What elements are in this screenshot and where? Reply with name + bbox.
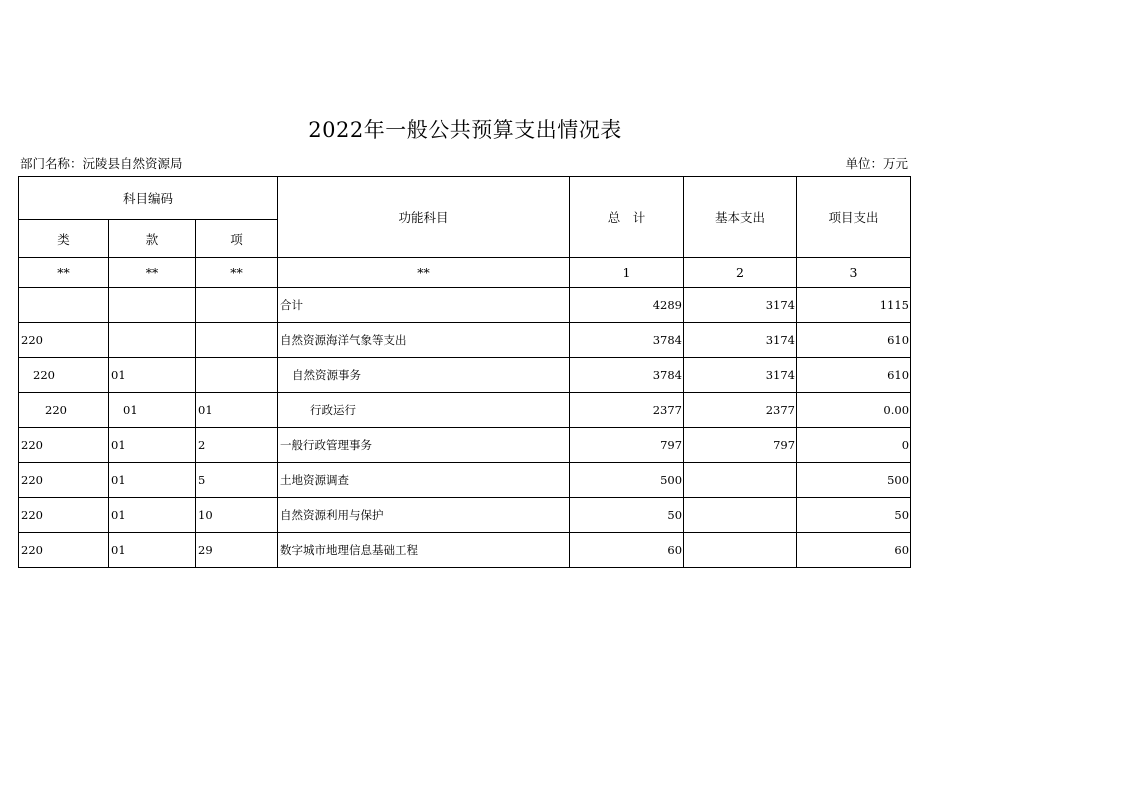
page-title: 2022年一般公共预算支出情况表: [308, 118, 622, 142]
cell-lei: 220: [19, 358, 109, 393]
cell-xiang: [196, 358, 278, 393]
cell-function: 行政运行: [278, 393, 570, 428]
index-function: **: [278, 258, 570, 288]
cell-kuan: 01: [109, 393, 196, 428]
cell-lei: 220: [19, 323, 109, 358]
cell-project: 60: [797, 533, 911, 568]
cell-function: 自然资源海洋气象等支出: [278, 323, 570, 358]
budget-table: [18, 176, 911, 568]
cell-basic: [684, 463, 797, 498]
cell-project: 610: [797, 323, 911, 358]
cell-lei: 220: [19, 428, 109, 463]
table-row: [19, 393, 911, 428]
cell-total: 4289: [570, 288, 684, 323]
cell-project: 610: [797, 358, 911, 393]
cell-xiang: 2: [196, 428, 278, 463]
cell-total: 3784: [570, 358, 684, 393]
table-row: [19, 323, 911, 358]
cell-basic: 3174: [684, 358, 797, 393]
table-row: [19, 498, 911, 533]
cell-project: 0.00: [797, 393, 911, 428]
index-project: 3: [797, 258, 911, 288]
table-row: [19, 288, 911, 323]
cell-total: 797: [570, 428, 684, 463]
cell-project: 50: [797, 498, 911, 533]
cell-xiang: [196, 288, 278, 323]
index-basic: 2: [684, 258, 797, 288]
cell-total: 500: [570, 463, 684, 498]
table-row: [19, 358, 911, 393]
cell-function: 数字城市地理信息基础工程: [278, 533, 570, 568]
header-kuan: 款: [109, 220, 196, 258]
cell-lei: 220: [19, 498, 109, 533]
header-total: 总 计: [570, 177, 684, 258]
cell-lei: 220: [19, 533, 109, 568]
cell-kuan: 01: [109, 428, 196, 463]
header-xiang: 项: [196, 220, 278, 258]
table-row: [19, 428, 911, 463]
cell-xiang: 01: [196, 393, 278, 428]
cell-kuan: 01: [109, 533, 196, 568]
cell-project: 0: [797, 428, 911, 463]
department-label: 部门名称：沅陵县自然资源局: [20, 156, 183, 171]
index-xiang: **: [196, 258, 278, 288]
table-row: [19, 463, 911, 498]
index-lei: **: [19, 258, 109, 288]
cell-function: 自然资源利用与保护: [278, 498, 570, 533]
cell-kuan: 01: [109, 463, 196, 498]
index-kuan: **: [109, 258, 196, 288]
table-row: [19, 533, 911, 568]
cell-function: 合计: [278, 288, 570, 323]
cell-lei: 220: [19, 463, 109, 498]
cell-function: 一般行政管理事务: [278, 428, 570, 463]
cell-lei: [19, 288, 109, 323]
cell-total: 50: [570, 498, 684, 533]
cell-total: 3784: [570, 323, 684, 358]
cell-project: 500: [797, 463, 911, 498]
cell-xiang: 5: [196, 463, 278, 498]
header-basic: 基本支出: [684, 177, 797, 258]
cell-lei: 220: [19, 393, 109, 428]
cell-kuan: [109, 323, 196, 358]
cell-kuan: 01: [109, 358, 196, 393]
cell-basic: [684, 498, 797, 533]
cell-function: 自然资源事务: [278, 358, 570, 393]
header-project: 项目支出: [797, 177, 911, 258]
cell-basic: 797: [684, 428, 797, 463]
cell-xiang: 29: [196, 533, 278, 568]
cell-basic: 3174: [684, 323, 797, 358]
index-total: 1: [570, 258, 684, 288]
cell-basic: 2377: [684, 393, 797, 428]
cell-project: 1115: [797, 288, 911, 323]
unit-label: 单位：万元: [845, 156, 908, 171]
cell-basic: 3174: [684, 288, 797, 323]
cell-total: 2377: [570, 393, 684, 428]
cell-basic: [684, 533, 797, 568]
cell-kuan: 01: [109, 498, 196, 533]
header-function: 功能科目: [278, 177, 570, 258]
header-code-group: 科目编码: [19, 177, 278, 220]
cell-function: 土地资源调查: [278, 463, 570, 498]
cell-xiang: 10: [196, 498, 278, 533]
header-lei: 类: [19, 220, 109, 258]
cell-xiang: [196, 323, 278, 358]
cell-kuan: [109, 288, 196, 323]
cell-total: 60: [570, 533, 684, 568]
